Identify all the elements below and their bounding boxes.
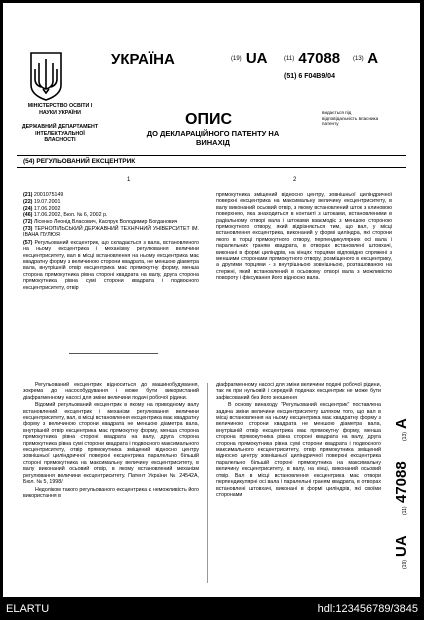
- document-subtitle: ДО ДЕКЛАРАЦІЙНОГО ПАТЕНТУ НА ВИНАХІД: [146, 129, 280, 147]
- code-19: (19) UA: [231, 50, 268, 67]
- ipc-code: (51) 6 F04B9/04: [284, 73, 335, 80]
- department-name: ДЕРЖАВНИЙ ДЕПАРТАМЕНТ ІНТЕЛЕКТУАЛЬНОЇ ВЛАСНОСТІ: [21, 124, 99, 143]
- side-code-11-label: (11): [402, 506, 408, 515]
- side-code-19-label: (19): [402, 560, 408, 569]
- footer-handle[interactable]: hdl:123456789/3845: [317, 603, 418, 615]
- description-left: [23, 382, 199, 500]
- abstract-right: прямокутника зміщений відносно центру, зовнішньої циліндричної поверхні ексцентрика на максимальну величину ексцентриситету, в валу виконаний осьовий отвір, з якому встановлений шток з клиновою поверхнею, яка знаходиться в контакті з штоками, встановленими в радіальному отворі вала і штоками взаємодіє з меншою стороною прямокутного отвору, який відрізняється тим, що вал, у місці встановлення ексцентрика, виконаний у формі циліндра, які сторони якого в торці прямокутного отвору, перпендикулярних осі вала і паралельних граням квадрата, в отворах встановлені штовхачі, виконані в формі циліндрів, на кінцях торцями відповідно спряжені з меншими сторонами прямокутного отвору, розміщеного в ексцентрику, а другими торцями - з внутрішньою зовнішньою, розташованою на стержні, який встановлений в осьовому отворі вала з можливістю повороту і фіксування його відносно вала.: [216, 192, 392, 282]
- header-rule-top: [17, 155, 406, 156]
- desc-left-p1: Регульований ексцентрик відноситься до машинобудування, зокрема до насособудування і може бути використаний діафрагменному насосі для зміни величини подачі робочої рідини.: [23, 382, 199, 401]
- desc-right-p2: В основу винаходу "Регульований ексцентрик" поставлена задача зміни величини ексцентриситету шляхом того, що вал в місці встановлення на ньому ексцентрика має квадратну форму з величиною сторони квадрата не меншою діаметра вала, внутрішній отвір ексцентрика має прямокутну форму, менша сторона прямокутника рівна стороні квадрата на валу, друга сторона прямокутника рівна сумі сторони квадрата і подвоєного максимального ексцентриситету, отвір прямокутника зміщений відносно центру зовнішньої циліндричної поверхні ексцентрика паралельно більшій стороні прямокутника на максимальну величину ексцентриситету, в валу, на кінці, виконаний осьовий отвір. Вал в місці встановлення ексцентрика має отвори перпендикулярні осі вала і паралельні граням квадрата, в отворах встановлені штовхачі, виконані в формі циліндрів, які своїми сторонами: [216, 402, 381, 498]
- side-code-19-value: UA: [393, 535, 410, 557]
- side-note: видається під відповідальність власника патенту: [322, 110, 379, 126]
- side-patent-code: [384, 333, 414, 573]
- column-number-right: 2: [293, 177, 297, 183]
- invention-title: (54) РЕГУЛЬОВАНИЙ ЕКСЦЕНТРИК: [23, 158, 136, 165]
- desc-right-p1: діафрагменному насосі для зміни величини подачі робочої рідини, так як при нульовій і середній подачах ексцентрик не може бути зафіксований без його зношення: [216, 382, 381, 401]
- desc-left-p2: Відомий регульований ексцентрик в якому на приводному валу встановлений ексцентрик і механізм регулювання величини ексцентриситету, вал, в місці встановлення ексцентрика має квадратну форму з величиною сторони квадрата не меншою діаметра вала, внутрішній отвір ексцентрика має прямокутну форму, менша сторона прямокутника рівна стороні квадрата на валу, друга сторона прямокутника рівна сумі сторони квадрата і подвоєного максимального ексцентриситету, отвір прямокутника зміщений відносно центру зовнішньої циліндричної поверхні ексцентрика паралельно більшій стороні прямокутника на максимальну величину ексцентриситету, в валу виконаний осьовий отвір, в якому встановлений механізм регулювання величини ексцентриситету. Патент України № 24542А, Бюл. № 5, 1998/: [23, 402, 199, 486]
- biblio-22: (22) 19.07.2001: [23, 198, 61, 205]
- biblio-72: (72) Лісенко Леонід Власович, Каспрук Володимир Богданович: [23, 219, 178, 226]
- column-end-rule: [69, 353, 158, 354]
- side-code-13-value: A: [393, 418, 410, 429]
- viewer-footer: [0, 600, 424, 620]
- biblio-73: (73) ТЕРНОПІЛЬСЬКИЙ ДЕРЖАВНИЙ ТЕХНІЧНИЙ УНІВЕРСИТЕТ ІМ. ІВАНА ПУЛЮЯ: [23, 225, 199, 239]
- footer-repository: ELARTU: [6, 603, 50, 615]
- patent-page: [3, 3, 420, 597]
- side-code-11-value: 47088: [393, 461, 410, 503]
- country-name: УКРАЇНА: [111, 51, 175, 68]
- header-rule-bottom: [17, 167, 406, 168]
- trident-emblem-icon: [29, 51, 63, 101]
- column-divider: [207, 383, 208, 583]
- code-13: (13) A: [353, 50, 379, 67]
- ministry-name: МІНІСТЕРСТВО ОСВІТИ І НАУКИ УКРАЇНИ: [27, 103, 93, 116]
- column-number-left: 1: [127, 177, 131, 183]
- abstract-left: (57) Регульований ексцентрик, що складається з вала, встановленого на ньому ексцентрика і механізму регулювання величини ексцентриситету, вал в місці встановлення на ньому ексцентрика має квадратну форму з величиною сторони квадрата, не меншою діаметра вала, внутрішній отвір ексцентрика має прямокутну форму, менша сторона прямокутника рівна стороні квадрата на валу, друга сторона прямокутника рівна сумі сторони квадрата і подвоєного ексцентриситету, отвір: [23, 239, 199, 291]
- desc-left-p3: Недоліком такого регульованого ексцентрика є неможливість його використання в: [23, 486, 199, 499]
- biblio-21: (21) 2001075149: [23, 192, 64, 198]
- code-11: (11) 47088: [284, 50, 341, 67]
- bibliographic-data: [23, 192, 199, 291]
- side-code-13-label: (13): [402, 432, 408, 441]
- description-right: [216, 382, 381, 499]
- document-title: ОПИС: [185, 111, 232, 128]
- biblio-46: (46) 17.06.2002, Бюл. № 6, 2002 р.: [23, 212, 108, 219]
- biblio-24: (24) 17.06.2002: [23, 205, 61, 212]
